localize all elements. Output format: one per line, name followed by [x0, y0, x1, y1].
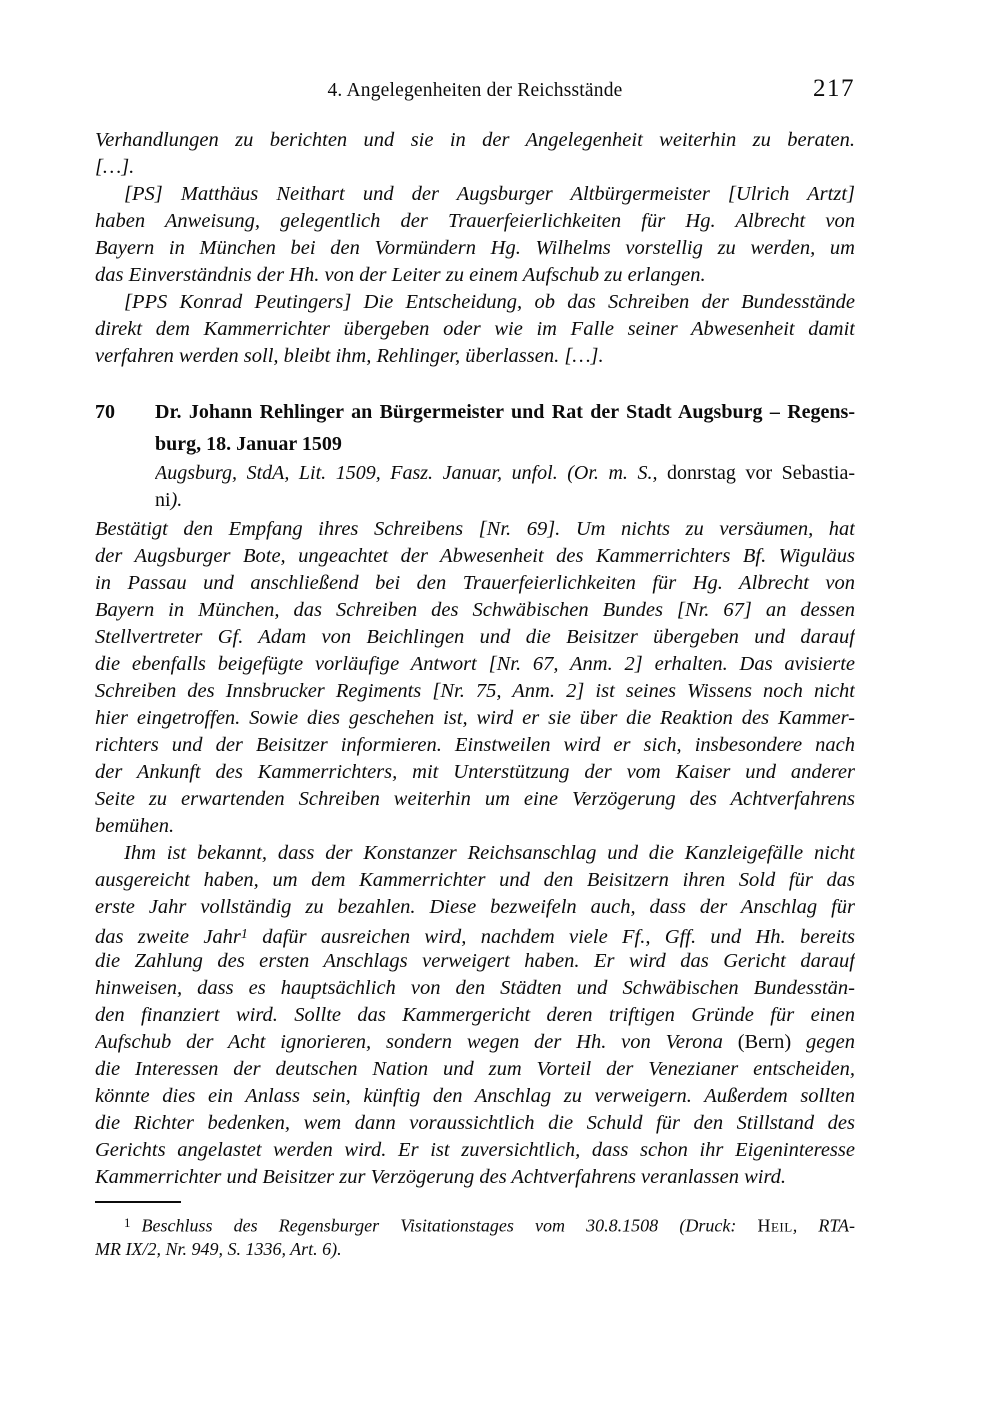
intro-summary-paragraphs — [95, 127, 855, 370]
text-segment: MR IX/2, Nr. 949, S. 1336, Art. 6). — [95, 1239, 342, 1259]
entry-number: 70 — [95, 401, 115, 423]
footnote-area — [95, 1201, 855, 1262]
text-line — [95, 1164, 855, 1191]
entry-summary-paragraphs — [95, 516, 855, 1191]
text-line — [95, 759, 855, 786]
text-segment: in Passau und anschließend bei den Trauerfeierlichkeiten für Hg. Albrecht von — [95, 572, 855, 594]
text-segment: die ebenfalls beigefügte vorläufige Antwort [Nr. 67, Anm. 2] erhalten. Das avisierte — [95, 653, 855, 675]
running-title: 4. Angelegenheiten der Reichsstände — [327, 80, 623, 101]
text-line — [95, 543, 855, 570]
text-segment: die Richter bedenken, wem dann voraussichtlich die Schuld für den Stillstand des — [95, 1112, 855, 1134]
text-segment: Augsburg, StdA, Lit. 1509, Fasz. Januar, unfol. (Or. m. S., — [155, 462, 658, 484]
text-segment: Bayern in München, das Schreiben des Schwäbischen Bundes [Nr. 67] an dessen — [95, 599, 855, 621]
text-line — [95, 1029, 855, 1056]
text-segment: das zweite Jahr — [95, 925, 241, 948]
footnote-separator-rule — [95, 1201, 181, 1203]
text-line — [95, 1056, 855, 1083]
text-line — [95, 1002, 855, 1029]
text-segment: […]. — [95, 156, 135, 178]
text-line — [95, 921, 855, 948]
text-segment: erste Jahr vollständig zu bezahlen. Diese bezweifeln auch, dass der Anschlag für — [95, 896, 855, 918]
source-line — [155, 460, 855, 487]
text-line — [95, 651, 855, 678]
footnote-line — [95, 1236, 855, 1262]
text-line — [95, 1137, 855, 1164]
text-segment: der Ankunft des Kammerrichters, mit Unterstützung der vom Kaiser und anderer — [95, 761, 855, 783]
text-segment: die Interessen der deutschen Nation und zum Vorteil der Venezianer entscheiden, — [95, 1058, 855, 1080]
text-line — [95, 316, 855, 343]
text-line — [95, 840, 855, 867]
text-line — [95, 154, 855, 181]
text-line — [95, 867, 855, 894]
text-segment: (Bern) — [737, 1031, 792, 1053]
text-segment: Seite zu erwartenden Schreiben weiterhin um eine Verzögerung des Achtverfahrens — [95, 788, 855, 810]
text-line — [95, 181, 855, 208]
text-line — [95, 894, 855, 921]
text-segment: 1 — [240, 927, 248, 942]
text-segment: dafür ausreichen wird, nachdem viele Ff., Gff. und Hh. bereits — [247, 925, 855, 948]
text-segment: hier eingetroffen. Sowie dies geschehen ist, wird er sie über die Reaktion des Kammer- — [95, 707, 855, 729]
text-segment: verfahren werden soll, bleibt ihm, Rehlinger, überlassen. […]. — [95, 345, 604, 367]
text-segment: ausgereicht haben, um dem Kammerrichter und den Beisitzern ihren Sold für das — [95, 869, 855, 891]
text-segment: [PPS Konrad Peutingers] Die Entscheidung, ob das Schreiben der Bundesstände — [124, 291, 855, 313]
text-segment: Ihm ist bekannt, dass der Konstanzer Reichsanschlag und die Kanzleigefälle nicht — [124, 842, 855, 864]
text-segment: die Zahlung des ersten Anschlags verweigert haben. Er wird das Gericht darauf — [95, 950, 855, 972]
text-line — [95, 678, 855, 705]
text-segment: Verhandlungen zu berichten und sie in der Angelegenheit weiterhin zu beraten. — [95, 129, 855, 151]
text-segment: , RTA- — [792, 1215, 855, 1236]
text-segment: der Augsburger Bote, ungeachtet der Abwesenheit des Kammerrichters Bf. Wiguläus — [95, 545, 855, 567]
text-segment: Bestätigt den Empfang ihres Schreibens [Nr. 69]. Um nichts zu versäumen, hat — [95, 518, 855, 540]
text-segment: ). — [170, 489, 183, 511]
text-segment: gegen — [791, 1031, 855, 1053]
text-line — [95, 1083, 855, 1110]
text-segment: Stellvertreter Gf. Adam von Beichlingen und die Beisitzer übergeben und darauf — [95, 626, 855, 648]
text-segment: ni — [155, 489, 171, 511]
page-number: 217 — [813, 75, 855, 102]
text-line — [95, 786, 855, 813]
text-line — [95, 208, 855, 235]
text-line — [95, 343, 855, 370]
footnote — [95, 1210, 855, 1262]
text-line — [95, 597, 855, 624]
text-line — [95, 624, 855, 651]
text-segment: Dr. Johann Rehlinger an Bürgermeister und Rat der Stadt Augsburg – Regens- — [155, 401, 855, 423]
text-segment: Bayern in München bei den Vormündern Hg. Wilhelms vorstellig zu werden, um — [95, 237, 855, 259]
footnote-line — [95, 1210, 855, 1236]
text-segment: könnte dies ein Anlass sein, künftig den Anschlag zu verweigern. Außerdem sollten — [95, 1085, 855, 1107]
text-segment: direkt dem Kammerrichter übergeben oder wie im Falle seiner Abwesenheit damit — [95, 318, 855, 340]
text-line — [95, 289, 855, 316]
text-segment: Schreiben des Innsbrucker Regiments [Nr. 75, Anm. 2] ist seines Wissens noch nicht — [95, 680, 855, 702]
entry-title-line — [155, 428, 855, 460]
text-segment: richters und der Beisitzer informieren. Einstweilen wird er sich, insbesondere nach — [95, 734, 855, 756]
text-segment: Heil — [757, 1215, 793, 1236]
text-line — [95, 813, 855, 840]
text-segment: Kammerrichter und Beisitzer zur Verzögerung des Achtverfahrens veranlassen wird. — [95, 1166, 787, 1188]
entry-title-line — [155, 396, 855, 428]
entry-heading — [95, 396, 855, 460]
text-line — [95, 127, 855, 154]
text-segment: Beschluss des Regensburger Visitationstages vom 30.8.1508 (Druck: — [141, 1215, 758, 1236]
text-line — [95, 516, 855, 543]
text-line — [95, 1110, 855, 1137]
text-block — [95, 75, 855, 1262]
text-segment: bemühen. — [95, 815, 175, 837]
text-line — [95, 705, 855, 732]
text-line — [95, 570, 855, 597]
text-line — [95, 235, 855, 262]
text-line — [95, 975, 855, 1002]
text-line — [95, 262, 855, 289]
source-line — [155, 487, 855, 514]
text-segment: donrstag vor Sebastia- — [657, 462, 855, 484]
text-segment: haben Anweisung, gelegentlich der Trauerfeierlichkeiten für Hg. Albrecht von — [95, 210, 855, 232]
archival-source-note — [155, 460, 855, 514]
entry-title — [155, 396, 855, 460]
text-segment: 1 — [124, 1215, 131, 1230]
page-header — [95, 75, 855, 104]
text-segment: den finanziert wird. Sollte das Kammergericht deren triftigen Gründe für einen — [95, 1004, 855, 1026]
text-segment: Gerichts angelastet werden wird. Er ist zuversichtlich, dass schon ihr Eigeninteresse — [95, 1139, 855, 1161]
text-segment: [PS] Matthäus Neithart und der Augsburger Altbürgermeister [Ulrich Artzt] — [124, 183, 855, 205]
text-segment: burg, 18. Januar 1509 — [155, 433, 342, 455]
text-line — [95, 732, 855, 759]
text-line — [95, 948, 855, 975]
text-segment: hinweisen, dass es hauptsächlich von den Städten und Schwäbischen Bundesstän- — [95, 977, 855, 999]
text-segment: Aufschub der Acht ignorieren, sondern wegen der Hh. von Verona — [95, 1031, 738, 1053]
text-segment: das Einverständnis der Hh. von der Leiter zu einem Aufschub zu erlangen. — [95, 264, 706, 286]
